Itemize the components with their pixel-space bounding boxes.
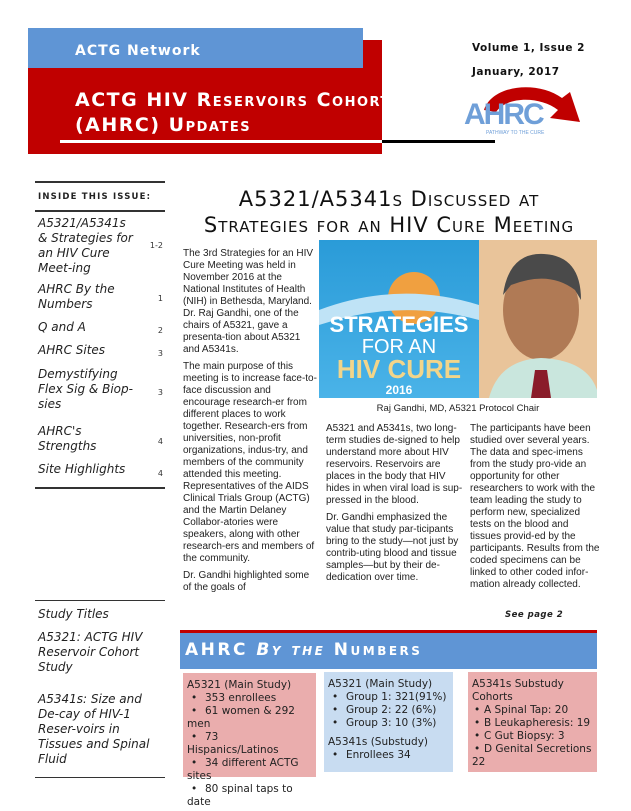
toc-item[interactable]: Site Highlights 4 <box>38 462 163 478</box>
list-item: • B Leukapheresis: 19 <box>472 717 593 730</box>
svg-text:2016: 2016 <box>385 383 413 397</box>
article-photo <box>319 240 597 398</box>
newsletter-title-line2: (AHRC) Updates <box>75 114 252 136</box>
article-column-3: The participants have been studied over several years. The data and spec-imens from the study pro-vide an opportunity for other researchers to work with the team leading the study to perform new, specialized tests on the blood and tissues provid-ed by the participants. Results from the coded specimens can be linked to other coded infor-mation already collected. <box>470 423 600 590</box>
list-item: • 80 spinal taps to date <box>187 783 312 809</box>
sidebar-top-rule <box>35 181 165 183</box>
list-item: • C Gut Biopsy: 3 <box>472 730 593 743</box>
article-heading-line2: Strategies for an HIV Cure Meeting <box>203 213 575 237</box>
article-column-1: The 3rd Strategies for an HIV Cure Meeting was held in November 2016 at the National Institutes of Health (NIH) in Bethesda, Maryland. Dr. Raj Gandhi, one of the chairs of A5321, gave a presenta-tion about A5321 and A5341s. The main purpose of this meeting is to increase face-to-face discussion and encourage research-er from different places to work together. Research-ers from universities, non-profit organizations, indus-try, and members of the community attended this meeting. Representatives of the AIDS Clinical Trials Group (ACTG) and the Martin Delaney Collabor-atories were speakers, along with other research-ers and members of the community. Dr. Gandhi highlighted some of the goals of <box>183 248 317 593</box>
volume-issue: Volume 1, Issue 2 <box>472 42 585 54</box>
sidebar-rule <box>35 487 165 489</box>
list-item: • Group 1: 321(91%) <box>328 691 449 704</box>
svg-text:AHRC: AHRC <box>464 98 543 131</box>
sidebar-rule <box>35 777 165 778</box>
toc-item[interactable]: Q and A 2 <box>38 320 163 335</box>
list-item: • Enrollees 34 <box>328 749 449 762</box>
photo-caption: Raj Gandhi, MD, A5321 Protocol Chair <box>376 403 540 414</box>
list-item: • 353 enrollees <box>187 692 312 705</box>
group-stats-box: A5321 (Main Study) • Group 1: 321(91%) • Group 2: 22 (6%) • Group 3: 10 (3%) A5341s (Substudy) • Enrollees 34 <box>324 672 453 772</box>
toc-item[interactable]: AHRC Sites 3 <box>38 343 163 358</box>
sidebar-rule <box>35 210 165 212</box>
svg-text:PATHWAY TO THE CURE: PATHWAY TO THE CURE <box>486 130 545 136</box>
main-study-stats-box: A5321 (Main Study) • 353 enrollees • 61 women & 292 men • 73 Hispanics/Latinos • 34 different ACTG sites • 80 spinal taps to date <box>183 673 316 777</box>
list-item: • Group 3: 10 (3%) <box>328 717 449 730</box>
toc-item[interactable]: Demystifying Flex Sig & Biop-sies 3 <box>38 367 163 411</box>
list-item: • 73 Hispanics/Latinos <box>187 731 312 757</box>
svg-text:STRATEGIES: STRATEGIES <box>329 312 469 337</box>
toc-item[interactable]: AHRC's Strengths 4 <box>38 424 163 453</box>
inside-issue-heading: INSIDE THIS ISSUE: <box>38 192 152 202</box>
title-underline <box>60 140 382 143</box>
study-title-a5341s: A5341s: Size and De-cay of HIV-1 Reser-voirs in Tissues and Spinal Fluid <box>38 692 150 766</box>
study-title-a5321: A5321: ACTG HIV Reservoir Cohort Study <box>38 630 143 674</box>
toc-item[interactable]: AHRC By the Numbers 1 <box>38 282 163 311</box>
article-column-2: A5321 and A5341s, two long-term studies de-signed to help understand more about HIV reservoirs. Reservoirs are places in the body that HIV hides in when viral load is sup-pressed in the blood. Dr. Gandhi emphasized the value that study par-ticipants bring to the study—not just by contrib-uting blood and tissue samples—but by their de-dedication over time. <box>326 423 463 583</box>
sidebar-rule <box>35 600 165 601</box>
newsletter-title-line1: ACTG HIV Reservoirs Cohort <box>75 89 391 111</box>
issue-date: January, 2017 <box>472 66 560 78</box>
divider-line <box>382 140 495 143</box>
ahrc-logo <box>462 80 590 136</box>
see-page-link[interactable]: See page 2 <box>505 610 564 620</box>
svg-text:HIV CURE: HIV CURE <box>336 354 462 384</box>
substudy-cohorts-box: A5341s Substudy Cohorts • A Spinal Tap: 20 • B Leukapheresis: 19 • C Gut Biopsy: 3 • D Genital Secretions 22 <box>468 672 597 772</box>
list-item: • D Genital Secretions 22 <box>472 743 593 769</box>
list-item: • 61 women & 292 men <box>187 705 312 731</box>
study-titles-label: Study Titles <box>38 607 109 621</box>
list-item: • Group 2: 22 (6%) <box>328 704 449 717</box>
network-name: ACTG Network <box>75 43 201 59</box>
article-heading-line1: A5321/A5341s Discussed at <box>238 187 540 211</box>
numbers-heading: AHRC By the Numbers <box>185 640 423 660</box>
toc-item[interactable]: A5321/A5341s & Strategies for an HIV Cure Meet-ing 1-2 <box>38 216 163 275</box>
svg-text:FOR AN: FOR AN <box>361 336 437 358</box>
list-item: • 34 different ACTG sites <box>187 757 312 783</box>
list-item: • A Spinal Tap: 20 <box>472 704 593 717</box>
